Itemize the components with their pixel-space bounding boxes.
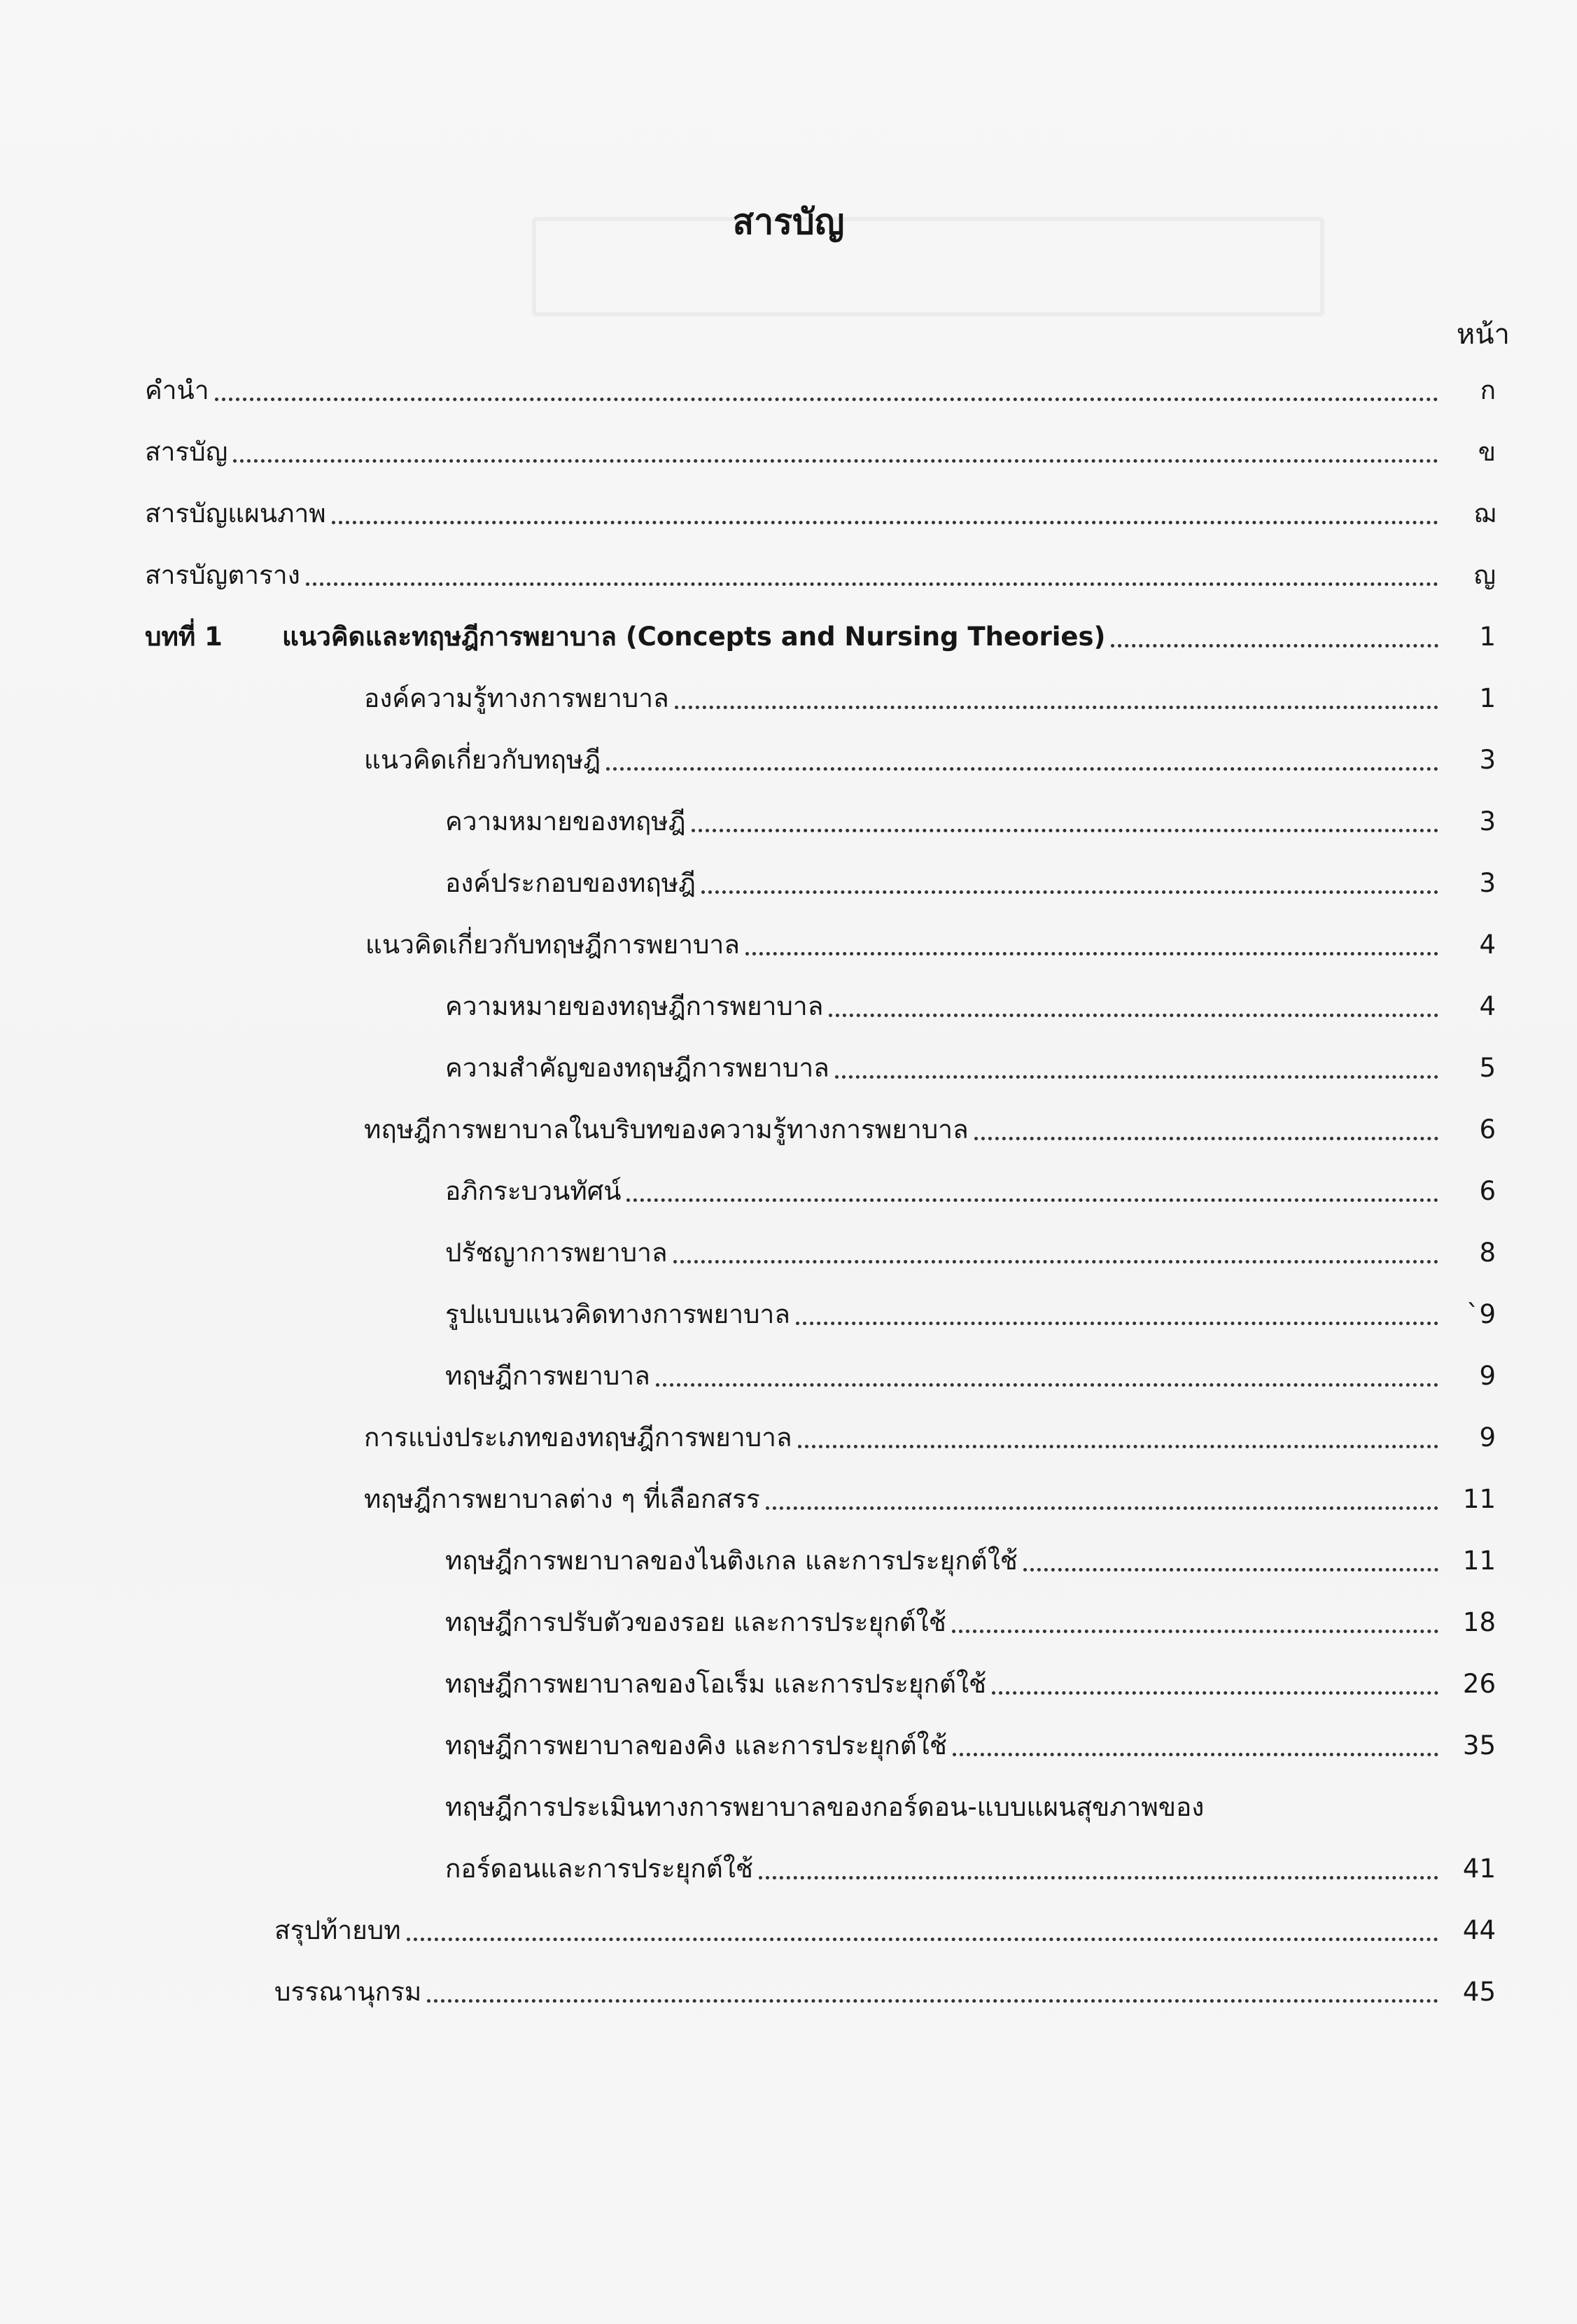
toc-entry-list-of-figures[interactable] <box>145 491 1496 537</box>
toc-entry[interactable] <box>364 1415 1496 1461</box>
toc-entry-label: รูปแบบแนวคิดทางการพยาบาล <box>445 1299 790 1329</box>
toc-entry-preface[interactable] <box>145 368 1496 414</box>
toc-entry[interactable] <box>445 799 1496 845</box>
toc-entry-label: ความหมายของทฤษฎีการพยาบาล <box>445 991 824 1021</box>
dot-leader <box>829 1014 1438 1017</box>
dot-leader <box>306 582 1438 586</box>
toc-entry-continued[interactable] <box>445 1784 1496 1830</box>
chapter-number: บทที่ 1 <box>145 622 223 652</box>
toc-entry-page: 3 <box>1479 806 1496 836</box>
toc-entry[interactable] <box>445 1600 1496 1646</box>
toc-entry-page: ฌ <box>1473 498 1496 528</box>
toc-entry[interactable] <box>364 1107 1496 1153</box>
toc-entry-label: แนวคิดและทฤษฎีการพยาบาล (Concepts and Nursing Theories) <box>282 622 1106 652</box>
dot-leader <box>1023 1568 1438 1572</box>
toc-entry-page: 18 <box>1462 1607 1496 1637</box>
toc-entry-label: การแบ่งประเภทของทฤษฎีการพยาบาล <box>364 1422 792 1452</box>
dot-leader <box>215 398 1438 401</box>
toc-entry-label: บรรณานุกรม <box>274 1977 422 2007</box>
toc-entry[interactable] <box>364 737 1496 783</box>
toc-entry-chapter-1[interactable] <box>145 614 1496 660</box>
dot-leader <box>798 1445 1438 1448</box>
toc-entry-page: 4 <box>1479 991 1496 1021</box>
toc-entry-label: แนวคิดเกี่ยวกับทฤษฎีการพยาบาล <box>365 930 740 960</box>
dot-leader <box>835 1075 1438 1079</box>
toc-entry-summary[interactable] <box>274 1907 1496 1954</box>
toc-entry-label: สารบัญ <box>145 437 228 467</box>
toc-entry-label: ทฤษฎีการประเมินทางการพยาบาลของกอร์ดอน-แบบแผนสุขภาพของ <box>445 1792 1205 1822</box>
dot-leader <box>759 1876 1438 1879</box>
dot-leader <box>656 1383 1438 1387</box>
toc-entry-page: 1 <box>1479 622 1496 652</box>
toc-entry-page: 3 <box>1479 868 1496 898</box>
toc-entry[interactable] <box>445 1230 1496 1276</box>
toc-entry[interactable] <box>445 1353 1496 1399</box>
toc-entry-page: 9 <box>1479 1422 1496 1452</box>
toc-entry-label: ทฤษฎีการพยาบาลของคิง และการประยุกต์ใช้ <box>445 1730 947 1760</box>
dot-leader <box>766 1506 1438 1510</box>
toc-entry-page: ญ <box>1473 560 1496 590</box>
dot-leader <box>675 706 1438 709</box>
toc-entry[interactable] <box>445 1538 1496 1584</box>
dot-leader <box>332 521 1438 524</box>
dot-leader <box>974 1137 1438 1140</box>
toc-entry-page: `9 <box>1466 1299 1496 1329</box>
dot-leader <box>745 952 1438 955</box>
dot-leader <box>992 1691 1438 1695</box>
toc-entry[interactable] <box>445 1661 1496 1707</box>
toc-entry-label: ทฤษฎีการพยาบาลต่าง ๆ ที่เลือกสรร <box>364 1484 760 1514</box>
dot-leader <box>1111 644 1438 648</box>
toc-entry-label: ทฤษฎีการพยาบาลในบริบทของความรู้ทางการพยาบาล <box>364 1114 969 1144</box>
dot-leader <box>427 1999 1438 2003</box>
page-column-header: หน้า <box>1456 318 1510 351</box>
toc-entry-label: ทฤษฎีการปรับตัวของรอย และการประยุกต์ใช้ <box>445 1607 946 1637</box>
toc-entry-page: 11 <box>1462 1546 1496 1576</box>
toc-entry-page: 6 <box>1479 1176 1496 1206</box>
toc-entry[interactable] <box>445 983 1496 1030</box>
toc-entry-list-of-tables[interactable] <box>145 552 1496 598</box>
dot-leader <box>701 890 1438 894</box>
dot-leader <box>796 1322 1438 1325</box>
toc-entry-label: ความหมายของทฤษฎี <box>445 806 686 836</box>
toc-entry[interactable] <box>445 1045 1496 1091</box>
toc-entry-contents[interactable] <box>145 429 1496 475</box>
toc-entry-label: กอร์ดอนและการประยุกต์ใช้ <box>445 1854 754 1884</box>
toc-entry-page: 3 <box>1479 745 1496 775</box>
toc-entry[interactable] <box>445 1168 1496 1214</box>
toc-entry-label: สรุปท้ายบท <box>274 1915 401 1945</box>
toc-entry-page: 1 <box>1479 683 1496 713</box>
toc-entry-page: ข <box>1478 437 1496 467</box>
toc-entry-label: ทฤษฎีการพยาบาลของไนติงเกล และการประยุกต์ใช้ <box>445 1546 1018 1576</box>
dot-leader <box>953 1753 1438 1756</box>
toc-entry-page: 8 <box>1479 1238 1496 1268</box>
toc-entry-page: 9 <box>1479 1361 1496 1391</box>
dot-leader <box>673 1260 1438 1264</box>
toc-entry-page: 4 <box>1479 930 1496 960</box>
toc-entry[interactable] <box>364 676 1496 722</box>
toc-entry-page: 44 <box>1462 1915 1496 1945</box>
dot-leader <box>626 1198 1438 1202</box>
page-title: สารบัญ <box>732 202 845 242</box>
toc-entry-page: 41 <box>1462 1854 1496 1884</box>
dot-leader <box>692 829 1438 832</box>
toc-entry[interactable] <box>365 922 1496 968</box>
toc-entry[interactable] <box>445 1723 1496 1769</box>
toc-entry-page: 6 <box>1479 1114 1496 1144</box>
toc-entry[interactable] <box>445 1292 1496 1338</box>
toc-entry-page: 5 <box>1479 1053 1496 1083</box>
toc-entry[interactable] <box>364 1476 1496 1522</box>
toc-entry-label: สารบัญแผนภาพ <box>145 498 326 528</box>
toc-entry-page: 45 <box>1462 1977 1496 2007</box>
toc-entry-label: คำนำ <box>145 375 209 405</box>
dot-leader <box>606 767 1438 771</box>
toc-entry-label: ความสำคัญของทฤษฎีการพยาบาล <box>445 1053 829 1083</box>
dot-leader <box>952 1630 1438 1633</box>
toc-entry-label: ทฤษฎีการพยาบาลของโอเร็ม และการประยุกต์ใช้ <box>445 1669 987 1699</box>
toc-entry-label: สารบัญตาราง <box>145 560 300 590</box>
toc-entry-label: แนวคิดเกี่ยวกับทฤษฎี <box>364 745 601 775</box>
toc-entry-page: ก <box>1480 375 1496 405</box>
toc-entry-label: องค์ประกอบของทฤษฎี <box>445 868 696 898</box>
toc-entry-label: อภิกระบวนทัศน์ <box>445 1176 622 1206</box>
dot-leader <box>407 1938 1438 1941</box>
toc-entry-page: 26 <box>1462 1669 1496 1699</box>
toc-entry-bibliography[interactable] <box>274 1969 1496 2015</box>
toc-entry[interactable] <box>445 860 1496 906</box>
toc-entry-label: ปรัชญาการพยาบาล <box>445 1238 668 1268</box>
toc-entry[interactable] <box>445 1846 1496 1892</box>
dot-leader <box>233 459 1438 463</box>
toc-entry-page: 35 <box>1462 1730 1496 1760</box>
toc-entry-label: ทฤษฎีการพยาบาล <box>445 1361 650 1391</box>
toc-entry-page: 11 <box>1462 1484 1496 1514</box>
toc-entry-label: องค์ความรู้ทางการพยาบาล <box>364 683 669 713</box>
